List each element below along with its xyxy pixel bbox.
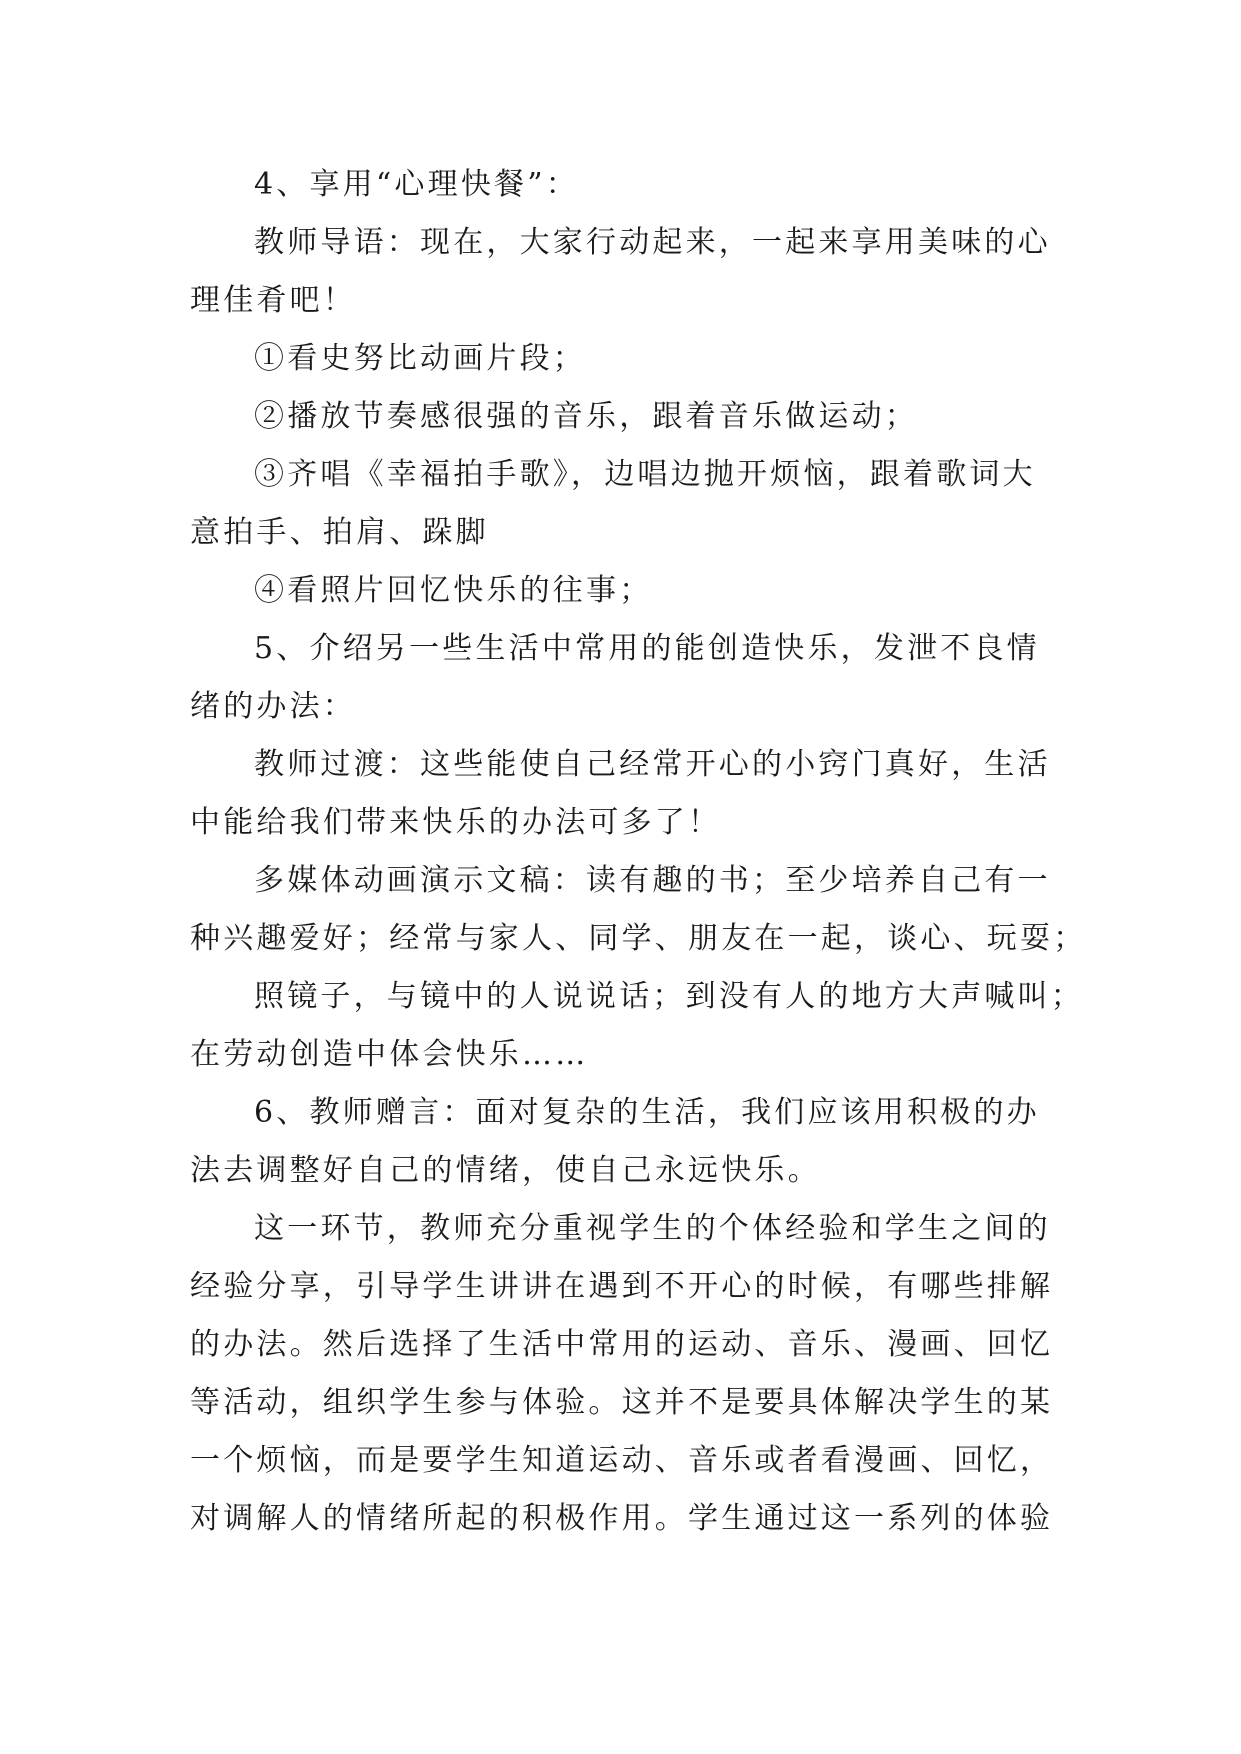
text-line: ①看史努比动画片段； <box>254 341 586 376</box>
text-line: 多媒体动画演示文稿：读有趣的书；至少培养自己有一 <box>254 863 1051 898</box>
text-line: 这一环节，教师充分重视学生的个体经验和学生之间的 <box>254 1211 1051 1246</box>
text-line: 理佳肴吧！ <box>190 283 356 318</box>
text-line: 等活动，组织学生参与体验。这并不是要具体解决学生的某 <box>190 1385 1054 1420</box>
text-line: 意拍手、拍肩、跺脚 <box>190 515 489 550</box>
text-line: 一个烦恼，而是要学生知道运动、音乐或者看漫画、回忆， <box>190 1443 1054 1478</box>
text-line: 教师导语：现在，大家行动起来，一起来享用美味的心 <box>254 225 1051 260</box>
text-line: 种兴趣爱好；经常与家人、同学、朋友在一起，谈心、玩耍； <box>190 921 1087 956</box>
text-line: ③齐唱《幸福拍手歌》，边唱边抛开烦恼，跟着歌词大 <box>254 457 1036 492</box>
text-line: ④看照片回忆快乐的往事； <box>254 573 653 608</box>
text-line: 照镜子，与镜中的人说说话；到没有人的地方大声喊叫； <box>254 979 1084 1014</box>
text-line: 法去调整好自己的情绪，使自己永远快乐。 <box>190 1153 821 1188</box>
text-line: 绪的办法： <box>190 689 356 724</box>
text-line: 4、享用“心理快餐”： <box>254 167 579 202</box>
text-line: 在劳动创造中体会快乐…… <box>190 1037 589 1072</box>
text-line: 的办法。然后选择了生活中常用的运动、音乐、漫画、回忆 <box>190 1327 1054 1362</box>
text-line: 对调解人的情绪所起的积极作用。学生通过这一系列的体验 <box>190 1501 1054 1536</box>
text-line: ②播放节奏感很强的音乐，跟着音乐做运动； <box>254 399 918 434</box>
text-line: 经验分享，引导学生讲讲在遇到不开心的时候，有哪些排解 <box>190 1269 1054 1304</box>
text-line: 教师过渡：这些能使自己经常开心的小窍门真好，生活 <box>254 747 1051 782</box>
text-line: 中能给我们带来快乐的办法可多了！ <box>190 805 722 840</box>
body-text <box>190 156 1087 1548</box>
text-line: 5、介绍另一些生活中常用的能创造快乐，发泄不良情 <box>254 631 1040 666</box>
text-line: 6、教师赠言：面对复杂的生活，我们应该用积极的办 <box>254 1095 1040 1130</box>
